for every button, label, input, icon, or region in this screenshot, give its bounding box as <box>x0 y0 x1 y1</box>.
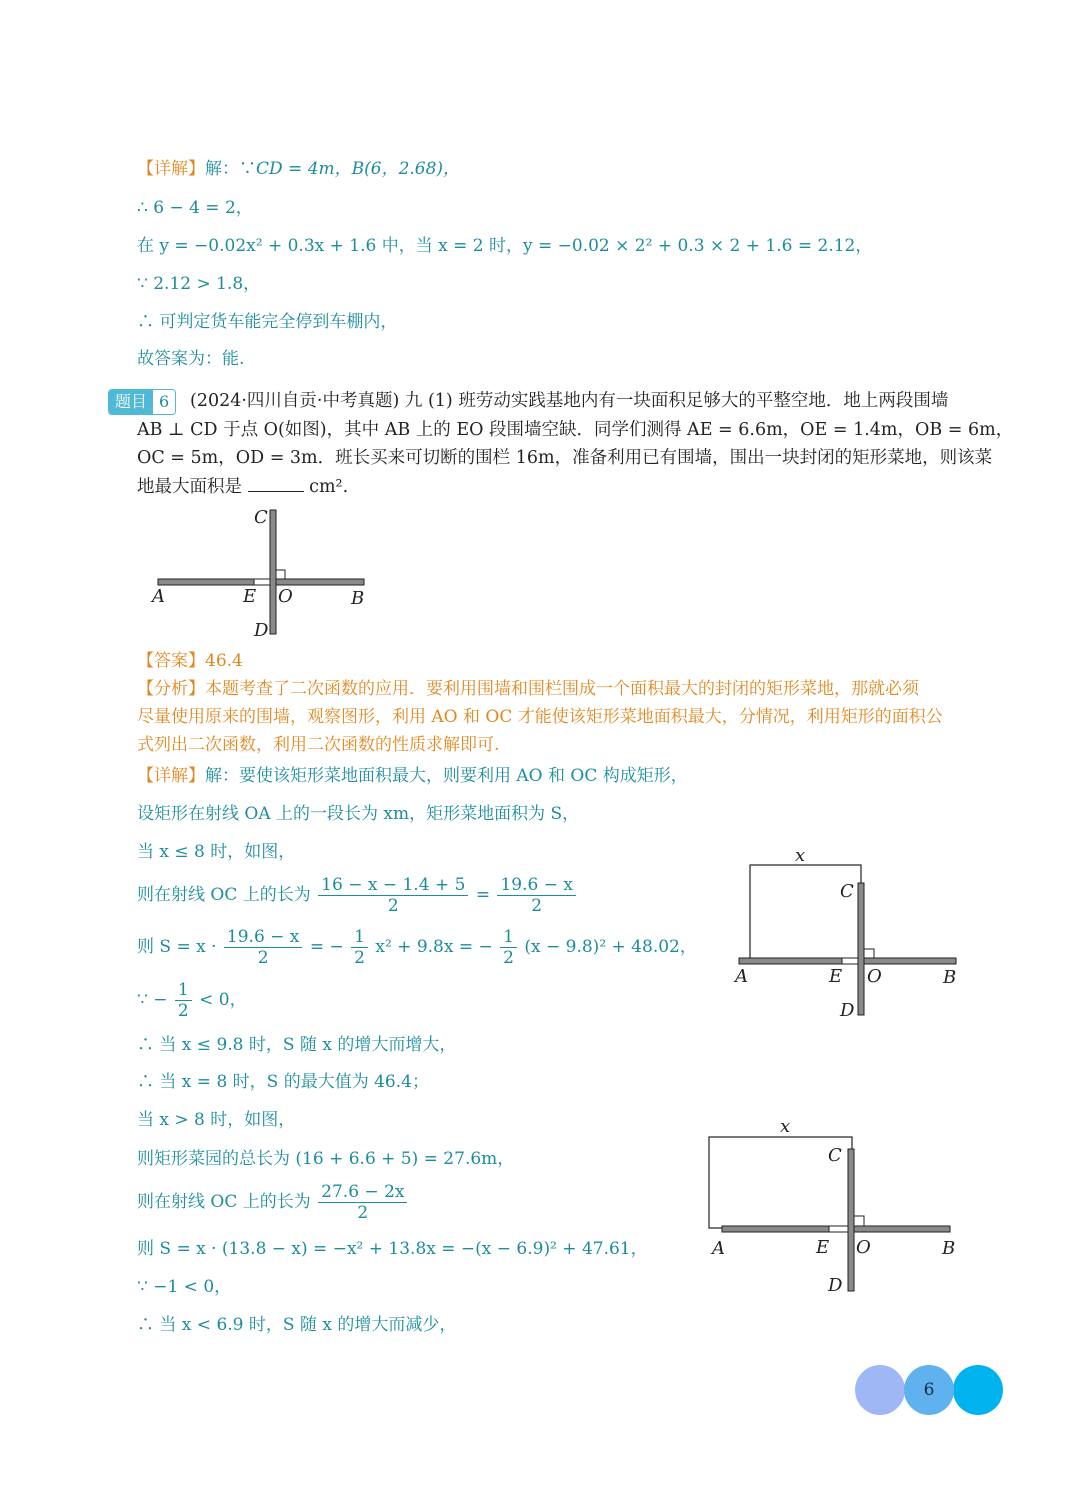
badge-number: 6 <box>153 390 175 414</box>
label-o: O <box>278 586 293 607</box>
prev-detail-line-2: ∴ 6 − 4 = 2， <box>137 198 253 218</box>
page-number: 6 <box>904 1365 954 1415</box>
wall-ob <box>270 579 364 585</box>
solution-line-11: 则在射线 OC 上的长为 $\frac{27.6 - 2x}{2}$ <box>137 1182 409 1223</box>
solution-line-12: 则 S = x · (13.8 − x) = −x² + 13.8x = −(x − 6.9)² + 47.61， <box>137 1239 648 1259</box>
label-e: E <box>829 966 843 987</box>
question-badge <box>108 389 176 415</box>
answer-blank <box>248 473 304 492</box>
solution-line-7: ∴ 当 x ≤ 9.8 时，S 随 x 的增大而增大， <box>137 1035 457 1055</box>
prev-detail-line-5: ∴ 可判定货车能完全停到车棚内， <box>137 312 398 332</box>
rectangle-fence <box>750 865 861 959</box>
label-b: B <box>942 1238 956 1259</box>
wall-ae <box>722 1226 829 1232</box>
answer-line <box>137 649 243 673</box>
label-o: O <box>856 1237 871 1258</box>
solution-line-4: 则在射线 OC 上的长为 $\frac{16 - x - 1.4 + 5}{2}$ = $\frac{19.6 - x}{2}$ <box>137 875 578 916</box>
label-d: D <box>840 1000 855 1021</box>
label-a: A <box>712 1238 725 1259</box>
question-line-4: 地最大面积是 cm². <box>137 473 348 501</box>
page-circle-right <box>953 1365 1003 1415</box>
solution-line-3: 当 x ≤ 8 时，如图， <box>137 842 296 862</box>
answer-tag: 【答案】 <box>137 651 205 671</box>
wall-ae <box>739 958 842 964</box>
label-x: x <box>795 845 806 866</box>
question-line-1: (2024·四川自贡·中考真题) 九 (1) 班劳动实践基地内有一块面积足够大的平整空地．地上两段围墙 <box>190 391 949 411</box>
label-e: E <box>816 1237 830 1258</box>
analysis-line-2: 尽量使用原来的围墙，观察图形，利用 AO 和 OC 才能使该矩形菜地面积最大，分情况，利用矩形的面积公 <box>137 707 943 727</box>
wall-gap-eo <box>842 958 858 964</box>
right-angle-mark <box>854 1216 864 1226</box>
answer-value: 46.4 <box>205 651 243 671</box>
wall-ob <box>848 1226 950 1232</box>
solution-line-13: ∵ −1 < 0， <box>137 1277 232 1297</box>
wall-cd <box>858 883 864 1015</box>
analysis-line-3: 式列出二次函数，利用二次函数的性质求解即可. <box>137 735 500 755</box>
label-b: B <box>943 967 957 988</box>
wall-ae <box>158 579 254 585</box>
label-b: B <box>351 588 365 609</box>
label-a: A <box>152 586 165 607</box>
solution-line-5: 则 S = x · $\frac{19.6 - x}{2}$ = − $\frac{1}{2}$ x² + 9.8x = − $\frac{1}{2}$ (x − 9.8)² + 48.02， <box>137 927 697 968</box>
wall-figure <box>140 500 380 645</box>
analysis-line-1: 【分析】本题考查了二次函数的应用．要利用围墙和围栏围成一个面积最大的封闭的矩形菜地，那就必须 <box>137 679 919 699</box>
wall-cd <box>848 1149 854 1291</box>
wall-cd <box>270 510 276 634</box>
label-c: C <box>254 507 268 528</box>
solution-line-9: 当 x > 8 时，如图， <box>137 1110 296 1130</box>
prev-detail-line-4: ∵ 2.12 > 1.8， <box>137 274 261 294</box>
label-c: C <box>828 1145 842 1166</box>
page-circle-left <box>855 1365 905 1415</box>
solution-line-8: ∴ 当 x = 8 时，S 的最大值为 46.4； <box>137 1072 429 1092</box>
detail-tag: 【详解】 <box>137 159 205 179</box>
wall-gap-eo <box>254 579 270 585</box>
label-d: D <box>828 1275 843 1296</box>
prev-detail-line-6: 故答案为：能. <box>137 349 245 369</box>
question-line-2: AB ⊥ CD 于点 O(如图)，其中 AB 上的 EO 段围墙空缺．同学们测得 AE = 6.6m，OE = 1.4m，OB = 6m， <box>137 420 1014 440</box>
label-x: x <box>780 1116 791 1137</box>
prev-detail-line-3: 在 y = −0.02x² + 0.3x + 1.6 中，当 x = 2 时，y = −0.02 × 2² + 0.3 × 2 + 1.6 = 2.12， <box>137 236 873 256</box>
solution-line-1: 【详解】解：要使该矩形菜地面积最大，则要利用 AO 和 OC 构成矩形， <box>137 766 688 786</box>
label-a: A <box>735 966 748 987</box>
right-angle-mark <box>864 949 874 958</box>
question-line-3: OC = 5m，OD = 3m．班长买来可切断的围栏 16m，准备利用已有围墙，围出一块封闭的矩形菜地，则该菜 <box>137 448 993 468</box>
wall-ob <box>858 958 956 964</box>
figure-case-2 <box>700 1115 965 1300</box>
prev-detail-line-1: 【详解】解：∵CD = 4m，B(6，2.68)， <box>137 159 461 179</box>
label-o: O <box>867 966 882 987</box>
figure-case-1 <box>725 845 970 1025</box>
label-d: D <box>254 620 269 641</box>
right-angle-mark <box>276 570 285 579</box>
label-e: E <box>243 586 257 607</box>
wall-gap-eo <box>829 1226 848 1232</box>
badge-label: 题目 <box>109 390 153 414</box>
solution-line-2: 设矩形在射线 OA 上的一段长为 xm，矩形菜地面积为 S， <box>137 804 580 824</box>
analysis-tag: 【分析】 <box>137 679 205 699</box>
solution-tag: 【详解】 <box>137 766 205 786</box>
label-c: C <box>840 881 854 902</box>
solution-line-6: ∵ − $\frac{1}{2}$ < 0， <box>137 980 247 1021</box>
solution-line-10: 则矩形菜园的总长为 (16 + 6.6 + 5) = 27.6m， <box>137 1149 515 1169</box>
solution-line-14: ∴ 当 x < 6.9 时，S 随 x 的增大而减少， <box>137 1315 457 1335</box>
